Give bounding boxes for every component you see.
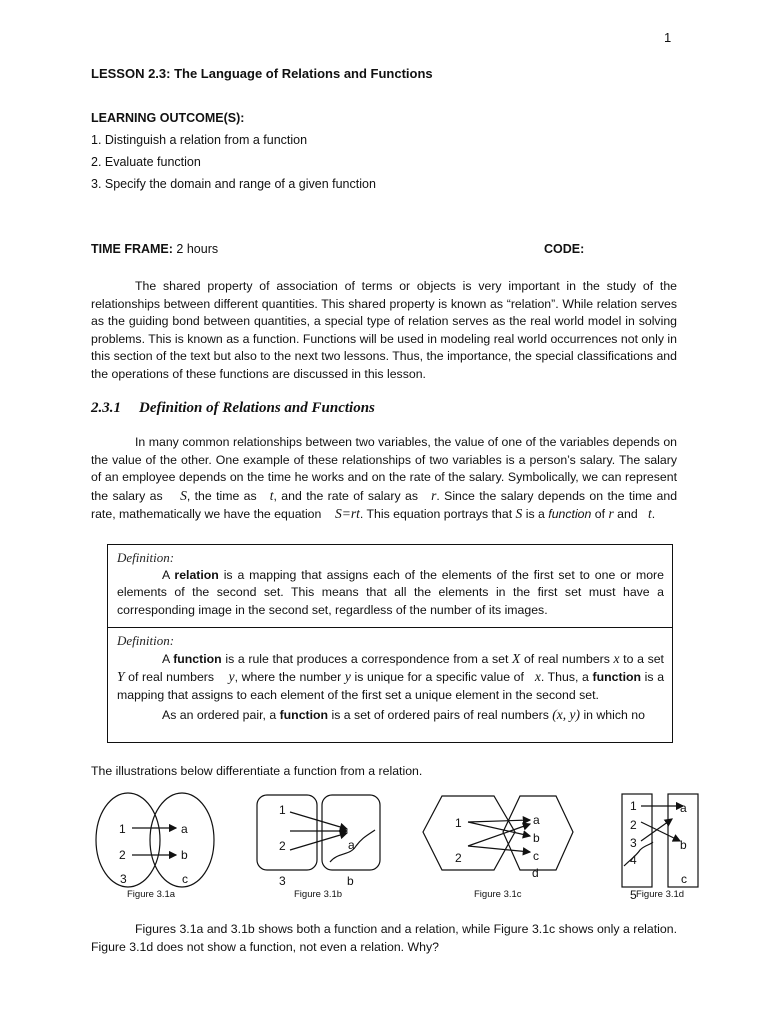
function-term: function: [592, 670, 642, 684]
fig-b-range-label: a: [348, 838, 355, 852]
relation-term: relation: [174, 567, 219, 582]
fig-d-range-set: [668, 794, 698, 887]
math-symbol: x: [534, 669, 541, 684]
closing-text: Figures 3.1a and 3.1b shows both a function and a relation, while Figure 3.1c shows only a relation. Figure 3.1d does not show a function, not even a relation. Why?: [91, 922, 677, 954]
fig-d-range-label: b: [680, 838, 687, 852]
section-title: Definition of Relations and Functions: [139, 400, 375, 416]
fig-b-range-set: [322, 795, 380, 870]
paragraph-text: .: [651, 507, 656, 522]
definition-text: of real numbers: [128, 670, 215, 684]
fig-a-range-label: b: [181, 848, 188, 862]
figure-caption-c: Figure 3.1c: [474, 889, 522, 900]
fig-a-range-label: a: [181, 822, 188, 836]
fig-c-range-set: [503, 796, 573, 870]
fig-a-domain-set: [96, 793, 160, 887]
learning-outcomes-heading: LEARNING OUTCOME(S):: [91, 111, 245, 125]
page-number: 1: [664, 30, 672, 45]
fig-d-domain-label: 2: [630, 818, 637, 832]
definition-text: is a mapping that assigns to each element of the first set a unique element in the second set.: [117, 670, 665, 702]
definition-text: A: [162, 651, 174, 666]
fig-c-domain-label: 2: [455, 851, 462, 865]
definition-relation-text: [117, 567, 664, 620]
learning-outcome-item: 2. Evaluate function: [91, 155, 201, 169]
paragraph-text: . Since the salary depends on the time and rate, mathematically we have the equation: [91, 488, 678, 522]
fig-a-domain-label: 2: [119, 848, 126, 862]
fig-c-arrow: [468, 822, 530, 836]
fig-c-range-label: c: [533, 849, 539, 863]
fig-c-domain-label: 1: [455, 816, 462, 830]
fig-b-domain-set: [257, 795, 317, 870]
fig-d-range-label: c: [681, 872, 687, 886]
paragraph-text: , and the rate of salary as: [273, 488, 418, 503]
fig-b-domain-label: 2: [279, 839, 286, 853]
fig-c-range-label: a: [533, 813, 540, 827]
paragraph-text: is a: [525, 507, 545, 522]
definition-text: of real numbers: [523, 651, 610, 666]
fig-d-arrow: [641, 822, 680, 841]
fig-c-range-label: d: [532, 866, 539, 880]
math-symbol: r: [608, 506, 614, 522]
fig-c-domain-set: [423, 796, 515, 870]
definition-text: , where the number: [234, 670, 342, 684]
fig-c-arrow: [468, 846, 530, 852]
math-symbol: X: [512, 650, 521, 666]
fig-b-squiggle: [330, 830, 375, 862]
paragraph-text: In many common relationships between two variables, the value of one of the variables depends on the value of the other. One example of these relationships of two variables is a person’s salary. The salary of an employee depends on the time he works and on the rate of the salary. Symbolically, we can represent the salary as: [91, 435, 677, 503]
fig-a-domain-label: 1: [119, 822, 126, 836]
definition-text: is a mapping that assigns each of the elements of the first set to one or more elements of the second set. This means that all the elements in the first set must have a corresponding image in the second set, regardless of the number of its images.: [117, 567, 664, 617]
lesson-title: LESSON 2.3: The Language of Relations and Functions: [91, 66, 433, 81]
fig-a-domain-label: 3: [120, 872, 127, 886]
equation: S=rt: [335, 506, 360, 522]
fig-d-range-label: a: [680, 801, 687, 815]
fig-d-domain-label: 4: [630, 853, 637, 867]
fig-b-domain-label: 3: [279, 874, 286, 888]
definition-ordered-pair-text: [117, 706, 664, 725]
math-symbol: y: [344, 669, 351, 684]
learning-outcome-item: 1. Distinguish a relation from a function: [91, 133, 308, 147]
closing-paragraph: [91, 921, 677, 956]
definition-label: Definition:: [117, 550, 175, 565]
function-term: function: [173, 651, 222, 666]
fig-c-arrow: [468, 820, 530, 822]
fig-d-domain-label: 1: [630, 799, 637, 813]
fig-b-arrow: [290, 812, 347, 829]
fig-b-domain-label: 1: [279, 803, 286, 817]
figure-caption-b: Figure 3.1b: [294, 889, 343, 900]
math-symbol: r: [431, 487, 437, 503]
section-paragraph: [91, 434, 677, 524]
function-term: function: [279, 708, 329, 722]
paragraph-text: . This equation portrays that: [359, 507, 513, 522]
fig-a-range-set: [150, 793, 214, 887]
fig-b-range-label: b: [347, 874, 354, 888]
definition-relation-box: [107, 544, 673, 628]
math-symbol: S: [515, 506, 523, 522]
definition-function-text: [117, 650, 664, 705]
definition-text: is unique for a specific value of: [354, 670, 524, 684]
fig-b-arrow: [290, 833, 347, 850]
paragraph-text: of: [594, 507, 606, 522]
definition-text: to a set: [623, 651, 664, 666]
figure-caption-a: Figure 3.1a: [127, 889, 176, 900]
paragraph-text: and: [617, 507, 638, 522]
intro-paragraph: [91, 278, 677, 384]
fig-d-squiggle: [624, 842, 653, 866]
illustrations-intro: The illustrations below differentiate a function from a relation.: [91, 764, 423, 778]
fig-d-domain-label: 5: [630, 888, 637, 902]
math-symbol: S: [180, 487, 187, 503]
time-frame-label: TIME FRAME:: [91, 242, 173, 256]
definition-text: is a set of ordered pairs of real numbers: [328, 708, 549, 722]
paragraph-text: , the time as: [186, 488, 257, 503]
figure-caption-d: Figure 3.1d: [636, 889, 685, 900]
fig-c-arrow: [468, 824, 530, 846]
definition-text: . Thus, a: [540, 670, 589, 684]
function-term: function: [548, 507, 592, 522]
fig-a-range-label: c: [182, 872, 188, 886]
section-heading: [91, 400, 375, 417]
fig-d-domain-label: 3: [630, 836, 637, 850]
definition-function-box: [107, 627, 673, 743]
definition-text: A: [162, 567, 175, 582]
math-symbol: t: [647, 506, 652, 522]
math-symbol: Y: [117, 669, 125, 684]
fig-d-arrow: [641, 819, 672, 841]
learning-outcome-item: 3. Specify the domain and range of a given function: [91, 177, 376, 191]
time-frame-value: 2 hours: [172, 242, 219, 256]
time-frame: [91, 242, 218, 256]
math-symbol: y: [228, 669, 235, 684]
code-label: CODE:: [544, 242, 585, 256]
ordered-pair: (x, y): [552, 707, 581, 722]
definition-label: Definition:: [117, 633, 175, 648]
intro-text: The shared property of association of terms or objects is very important in the study of the relationships between different quantities. This shared property is known as “relation”. While relation serves as the guiding bond between quantities, a special type of relation serves as the real world model in solving problems. This is known as a function. Functions will be used in modeling real world occurrences not only in this section of the text but also to the next two lessons. Thus, the importance, the special classifications and the operations of these functions are discussed in this lesson.: [91, 279, 677, 381]
section-number: 2.3.1: [91, 400, 121, 416]
definition-text: in which no: [583, 708, 645, 722]
definition-text: As an ordered pair, a: [162, 708, 280, 722]
fig-d-domain-set: [622, 794, 652, 887]
definition-text: is a rule that produces a correspondence from a set: [221, 651, 509, 666]
math-symbol: x: [613, 650, 620, 666]
math-symbol: t: [269, 487, 274, 503]
fig-c-range-label: b: [533, 831, 540, 845]
